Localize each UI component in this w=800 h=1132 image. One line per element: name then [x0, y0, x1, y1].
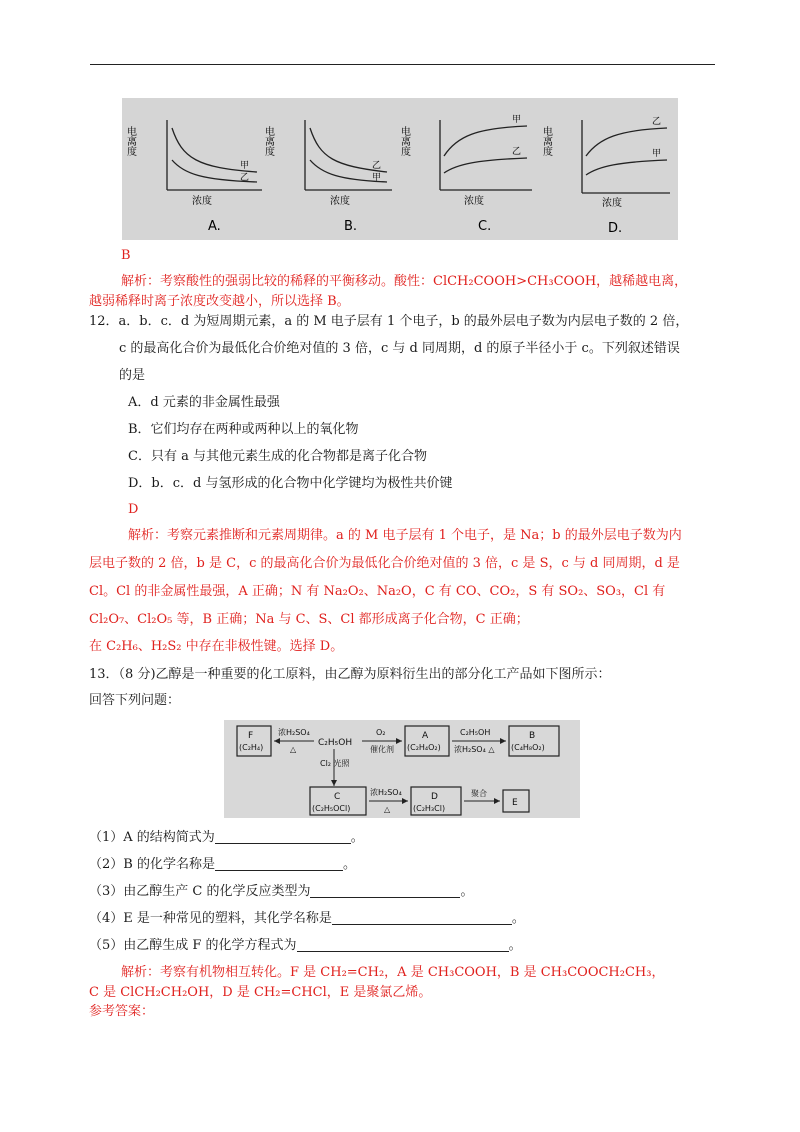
flow-d-name: D [431, 792, 438, 802]
q13-analysis-line-1: 解析：考察有机物相互转化。F 是 CH₂=CH₂，A 是 CH₃COOH，B 是 CH₃COOCH₂CH₃， [121, 965, 665, 980]
q13-question-2-end: 。 [342, 857, 356, 872]
graph-d-curve2-label: 甲 [652, 149, 662, 159]
q13-question-4 [89, 910, 525, 928]
q12-option-b: B．它们均存在两种或两种以上的氧化物 [128, 422, 359, 437]
q13-answer-blank-3[interactable] [310, 883, 460, 898]
graph-d-curve1-label: 乙 [652, 117, 662, 127]
q12-analysis-line-3: Cl。Cl 的非金属性最强，A 正确；N 有 Na₂O₂、Na₂O，C 有 CO、CO₂，S 有 SO₂、SO₃，Cl 有 [89, 584, 666, 599]
graph-b-curve1-label: 乙 [372, 161, 382, 171]
flow-cond-d-top: 浓H₂SO₄ [370, 788, 402, 797]
q11-answer: B [121, 248, 131, 263]
graph-a-xlabel: 浓度 [192, 196, 212, 207]
flow-cond-a-top: O₂ [376, 728, 386, 737]
graph-c-letter: C. [478, 219, 492, 234]
flow-b-formula: (C₄H₈O₂) [511, 743, 545, 752]
graph-b-xlabel: 浓度 [330, 196, 350, 207]
q11-analysis-line-1: 解析：考察酸性的强弱比较的稀释的平衡移动。酸性：ClCH₂COOH>CH₃COOH，越稀越电离， [121, 274, 688, 289]
flow-cond-b-top: C₂H₅OH [460, 728, 491, 737]
graphs-svg [122, 98, 678, 240]
graph-b-letter: B. [344, 219, 358, 234]
q13-answer-blank-4[interactable] [332, 910, 512, 925]
flow-cond-c: Cl₂ 光照 [320, 759, 350, 768]
graph-c-curve1-label: 甲 [512, 115, 522, 125]
graph-c [399, 114, 533, 234]
q13-stem: 13．（8 分)乙醇是一种重要的化工原料，由乙醇为原料衍生出的部分化工产品如下图所示： [89, 667, 611, 682]
graph-d-curve-2 [586, 160, 667, 175]
ionization-graphs-figure [122, 98, 678, 240]
q13-question-2 [89, 856, 356, 874]
flow-e-name: E [512, 798, 518, 808]
q13-question-3-end: 。 [460, 884, 474, 899]
flow-b-name: B [529, 731, 536, 741]
flow-cond-f-bot: △ [290, 745, 297, 754]
flow-cond-b-bot: 浓H₂SO₄ △ [454, 745, 495, 754]
q13-question-3-text: （3）由乙醇生产 C 的化学反应类型为 [89, 884, 311, 899]
flow-c-formula: (C₂H₅OCl) [312, 804, 351, 813]
q13-question-5-end: 。 [508, 938, 522, 953]
q12-analysis-line-1: 解析：考察元素推断和元素周期律。a 的 M 电子层有 1 个电子，是 Na；b 的最外层电子数为内 [128, 528, 682, 543]
q13-reference-answer-label: 参考答案： [89, 1004, 155, 1019]
flow-svg [224, 720, 580, 818]
graph-d-letter: D. [608, 221, 623, 236]
flow-center-ethanol: C₂H₅OH [318, 738, 353, 748]
graph-c-curve2-label: 乙 [512, 147, 522, 157]
graph-b-ylabel: 电离度 [262, 126, 274, 156]
q13-analysis-line-2: C 是 ClCH₂CH₂OH，D 是 CH₂=CHCl，E 是聚氯乙烯。 [89, 985, 432, 1000]
graph-a-curve2-label: 乙 [240, 173, 250, 183]
q13-question-3 [89, 883, 474, 901]
flow-c-name: C [334, 792, 341, 802]
q12-analysis-line-4: Cl₂O₇、Cl₂O₅ 等，B 正确；Na 与 C、S、Cl 都形成离子化合物，C 正确； [89, 612, 529, 627]
flow-f-name: F [248, 731, 254, 741]
q13-answer-blank-2[interactable] [215, 856, 343, 871]
q12-analysis-line-5: 在 C₂H₆、H₂S₂ 中存在非极性键。选择 D。 [89, 639, 344, 654]
graph-a-curve1-label: 甲 [240, 161, 250, 171]
q12-stem-line-3: 的是 [119, 368, 146, 383]
q13-question-4-text: （4）E 是一种常见的塑料，其化学名称是 [89, 911, 332, 926]
graph-d-xlabel: 浓度 [602, 198, 622, 209]
flow-a-name: A [422, 731, 429, 741]
q13-question-1-text: （1）A 的结构简式为 [89, 830, 215, 845]
q13-question-2-text: （2）B 的化学名称是 [89, 857, 215, 872]
q13-answer-blank-1[interactable] [215, 829, 351, 844]
q13-question-1-end: 。 [350, 830, 364, 845]
flow-d-formula: (C₂H₃Cl) [413, 804, 446, 813]
graph-c-curve-2 [444, 158, 527, 173]
flow-cond-d-bot: △ [384, 805, 391, 814]
q13-question-4-end: 。 [511, 911, 525, 926]
q11-analysis-line-2: 越弱稀释时离子浓度改变越小，所以选择 B。 [89, 294, 350, 309]
flow-a-formula: (C₂H₄O₂) [407, 743, 441, 752]
q13-question-5 [89, 937, 522, 955]
q13-prompt: 回答下列问题： [89, 693, 181, 708]
graph-a-ylabel: 电离度 [124, 126, 136, 156]
flow-cond-a-bot: 催化剂 [370, 745, 394, 754]
q12-option-c: C．只有 a 与其他元素生成的化合物都是离子化合物 [128, 449, 427, 464]
q12-answer: D [128, 502, 139, 517]
q13-question-5-text: （5）由乙醇生成 F 的化学方程式为 [89, 938, 297, 953]
q12-analysis-line-2: 层电子数的 2 倍，b 是 C，c 的最高化合价为最低化合价绝对值的 3 倍，c 是 S，c 与 d 同周期，d 是 [89, 556, 680, 571]
q13-question-1 [89, 829, 364, 847]
flow-f-formula: (C₂H₄) [239, 743, 264, 752]
flow-cond-e: 聚合 [471, 789, 487, 798]
graph-b-curve2-label: 甲 [372, 173, 382, 183]
graph-a-letter: A. [208, 219, 221, 234]
ethanol-flow-diagram [224, 720, 580, 818]
graph-c-xlabel: 浓度 [464, 196, 484, 207]
graph-d-ylabel: 电离度 [540, 126, 552, 156]
q12-stem-line-2: c 的最高化合价为最低化合价绝对值的 3 倍，c 与 d 同周期，d 的原子半径小于 c。下列叙述错误 [119, 341, 680, 356]
q13-answer-blank-5[interactable] [297, 937, 509, 952]
graph-d [541, 116, 671, 236]
flow-cond-f-top: 浓H₂SO₄ [278, 728, 310, 737]
q12-option-d: D．b．c．d 与氢形成的化合物中化学键均为极性共价键 [128, 476, 453, 491]
graph-b [263, 120, 393, 234]
q12-option-a: A．d 元素的非金属性最强 [128, 395, 280, 410]
graph-c-ylabel: 电离度 [398, 126, 410, 156]
graph-a [125, 120, 263, 234]
header-rule [90, 64, 715, 65]
q12-stem-line-1: 12．a．b．c．d 为短周期元素，a 的 M 电子层有 1 个电子，b 的最外层电子数为内层电子数的 2 倍， [89, 314, 689, 329]
